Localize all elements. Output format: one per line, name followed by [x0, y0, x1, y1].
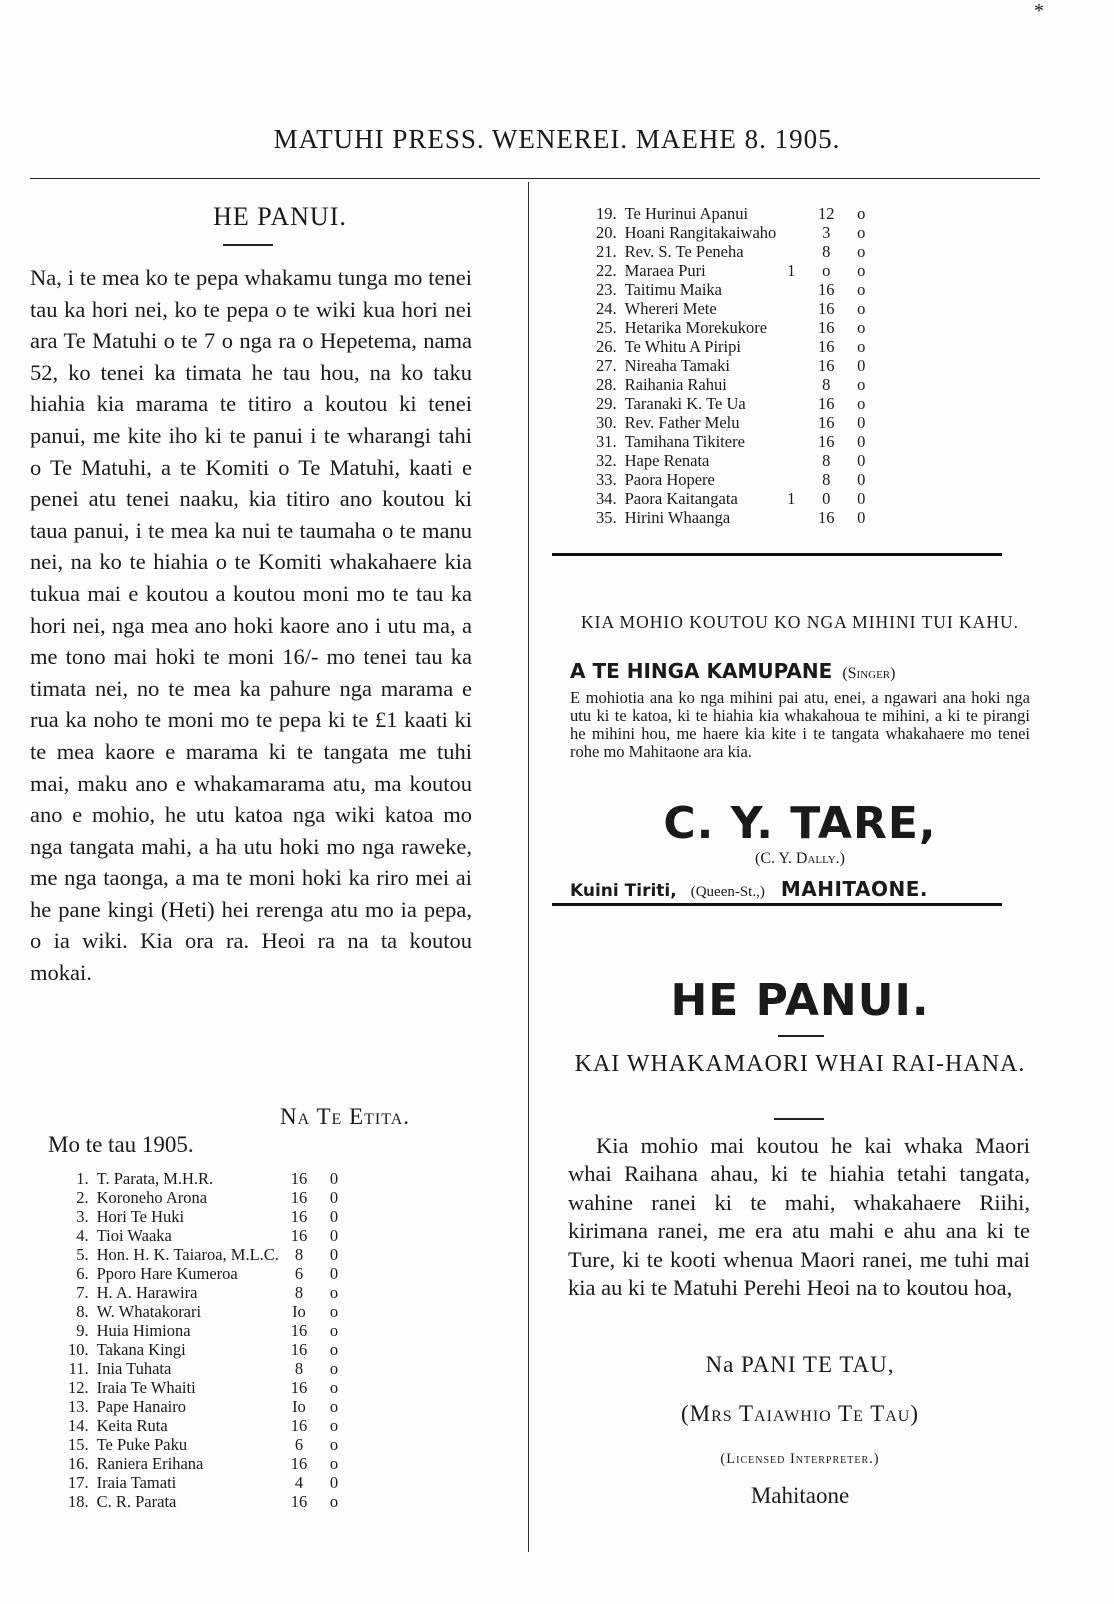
subscriber-row: [596, 375, 876, 394]
subscriber-shillings: 0: [822, 489, 831, 508]
subscriber-pounds: [776, 280, 806, 299]
interpreter-name-en: (Mrs Taiawhio Te Tau): [680, 1401, 920, 1426]
subscriber-pounds: [776, 299, 806, 318]
subscriber-number: 20.: [596, 223, 617, 242]
subscriber-number: 15.: [68, 1435, 89, 1454]
subscriber-shillings: 16: [818, 356, 835, 375]
subscriber-shillings: 12: [818, 204, 835, 223]
subscriber-number: 10.: [68, 1340, 89, 1359]
subscriber-shillings: 16: [818, 299, 835, 318]
subscribers-table-left: [68, 1169, 349, 1511]
subscriber-name: Koroneho Arona: [96, 1188, 208, 1207]
page-mark: *: [1034, 0, 1044, 22]
subscriber-name: Hirini Whaanga: [624, 508, 731, 527]
left-notice-title: HE PANUI.: [213, 202, 347, 231]
subscriber-pence: o: [329, 1321, 339, 1340]
subscriber-shillings: 8: [294, 1283, 304, 1302]
subscriber-row: [596, 337, 876, 356]
subscriber-number: 18.: [68, 1492, 89, 1511]
subscriber-row: [68, 1454, 349, 1473]
subscriber-pence: 0: [329, 1226, 339, 1245]
title-rule: [778, 1035, 824, 1037]
subscriber-name: Pporo Hare Kumeroa: [96, 1264, 238, 1283]
subscriber-pence: 0: [857, 451, 866, 470]
subscriber-pounds: [776, 394, 806, 413]
subscriber-number: 13.: [68, 1397, 89, 1416]
subscriber-row: [68, 1188, 349, 1207]
subscriber-shillings: 3: [822, 223, 831, 242]
interpreter-notice-title: HE PANUI.: [670, 975, 930, 1026]
subscriber-number: 21.: [596, 242, 617, 261]
subscriber-name: Pape Hanairo: [96, 1397, 186, 1416]
interpreter-notice-subtitle: KAI WHAKAMAORI WHAI RAI-HANA.: [574, 1051, 1026, 1077]
company-name: A TE HINGA KAMUPANE: [570, 659, 833, 683]
interpreter-signature: Na PANI TE TAU,: [705, 1352, 895, 1377]
subscriber-name: Tamihana Tikitere: [624, 432, 745, 451]
subscriber-name: Nireaha Tamaki: [624, 356, 730, 375]
subscriber-pence: 0: [857, 356, 866, 375]
subscriber-name: Hon. H. K. Taiaroa, M.L.C.: [96, 1245, 279, 1264]
subtitle-rule: [774, 1118, 824, 1120]
subscriber-row: [68, 1397, 349, 1416]
subscriber-pounds: [776, 242, 806, 261]
subscriber-pence: 0: [329, 1473, 339, 1492]
subscriber-shillings: 8: [822, 470, 831, 489]
subscriber-name: Tioi Waaka: [96, 1226, 172, 1245]
subscriber-name: Te Puke Paku: [96, 1435, 188, 1454]
subscriber-pence: o: [329, 1283, 339, 1302]
subscriber-row: [68, 1302, 349, 1321]
sewing-machine-headline: KIA MOHIO KOUTOU KO NGA MIHINI TUI KAHU.: [581, 612, 1019, 632]
subscriber-row: [596, 299, 876, 318]
subscriber-pence: 0: [857, 432, 866, 451]
subscriber-name: Takana Kingi: [96, 1340, 186, 1359]
subscriber-name: W. Whatakorari: [96, 1302, 202, 1321]
subscriber-number: 17.: [68, 1473, 89, 1492]
subscriber-pence: o: [857, 337, 866, 356]
subscriber-pence: o: [857, 394, 866, 413]
subscriber-row: [68, 1378, 349, 1397]
subscriber-pence: 0: [329, 1207, 339, 1226]
subscriber-name: Hape Renata: [624, 451, 710, 470]
subscriber-number: 9.: [76, 1321, 89, 1340]
subscriber-pence: 0: [857, 413, 866, 432]
subscriber-shillings: 16: [818, 394, 835, 413]
subscriber-number: 35.: [596, 508, 617, 527]
subscriber-name: Keita Ruta: [96, 1416, 168, 1435]
subscriber-shillings: 8: [294, 1359, 304, 1378]
interpreter-notice-body: Kia mohio mai koutou he kai whaka Maori whai Raihana ahau, ki te hiahia tetahi tangata, wahine ranei ki te mahi, whakahaere Riihi, kirimana ranei, me era atu mahi e ahu ana ki te Ture, ki te kooti whenua Maori ranei, me tuhi mai kia au ki te Matuhi Perehi Heoi na to koutou hoa,: [568, 1133, 1030, 1301]
subscriber-row: [596, 432, 876, 451]
subscriber-name: Iraia Te Whaiti: [96, 1378, 196, 1397]
subscriber-pounds: [776, 413, 806, 432]
subscriber-row: [68, 1169, 349, 1188]
subscriber-number: 8.: [76, 1302, 89, 1321]
page-header: MATUHI PRESS. WENEREI. MAEHE 8. 1905.: [273, 124, 841, 154]
subscriber-row: [68, 1207, 349, 1226]
subscriber-name: Te Hurinui Apanui: [624, 204, 749, 223]
agent-name-en: (C. Y. Dally.): [754, 850, 845, 867]
subscriber-shillings: 8: [294, 1245, 304, 1264]
subscriber-shillings: 16: [290, 1340, 308, 1359]
subscriber-shillings: 16: [290, 1226, 308, 1245]
subscriber-number: 7.: [76, 1283, 89, 1302]
subscriber-name: Huia Himiona: [96, 1321, 191, 1340]
subscriber-number: 30.: [596, 413, 617, 432]
subscriber-number: 14.: [68, 1416, 89, 1435]
subscriber-name: Taranaki K. Te Ua: [624, 394, 746, 413]
subscriber-name: Paora Hopere: [624, 470, 715, 489]
subscriber-number: 5.: [76, 1245, 89, 1264]
subscriber-pounds: 1: [787, 489, 796, 508]
town-name: MAHITAONE.: [780, 877, 928, 901]
column-divider: [528, 182, 529, 1552]
subscriber-name: Taitimu Maika: [624, 280, 722, 299]
subscriber-pence: 0: [329, 1169, 339, 1188]
subscriber-shillings: o: [822, 261, 831, 280]
subscriber-pence: o: [857, 223, 866, 242]
subscriber-name: Whereri Mete: [624, 299, 717, 318]
subscriber-number: 25.: [596, 318, 617, 337]
subscriber-row: [68, 1245, 349, 1264]
sewing-machine-body: E mohiotia ana ko nga mihini pai atu, enei, a ngawari ana hoki nga utu ki te katoa, ki te hiahia kia whakahoua te mihini, a ki te pirangi he mihini hou, me haere kia kite i te tangata whakahaere mo tenei rohe mo Mahitaone ara kia.: [570, 688, 1030, 761]
subscriber-row: [596, 394, 876, 413]
left-notice-paragraph: Na, i te mea ko te pepa whakamu tunga mo tenei tau ka hori nei, ko te pepa o te wiki kua hori nei ara Te Matuhi o te 7 o nga ra o Hepetema, nama 52, ko tenei ka timata he tau hou, na ko taku hiahia kia marama te titiro a koutou ki tenei panui, me kite iho ki te panui i te wharangi tahi o Te Matuhi, a te Komiti o Te Matuhi, kaati e penei atu tenei naaku, kia titiro ano koutou ki taua panui, i te mea ka nui te taumaha o te manu nei, na ko te hiahia o te Komiti whakahaere kia tukua mai e koutou a koutou moni mo te tau ka hori nei, nga mea ano hoki kaore ano i utu ma, a me tono mai hoki te moni 16/- mo tenei tau ka timata nei, no te mea ka pahure nga marama e rua ka noho te moni mo te pepa ki te £1 kaati ki te mea kaore e marama ki te tangata me tuhi mai, maku ano e whakamarama atu, ma koutou ano e mohio, he utu katoa nga wiki katoa mo nga tangata mahi, a ha utu hoki mo nga raweke, me nga taonga, a ma te moni hoki ka riro mei ai he pane kingi (Heti) hei rerenga atu mo ia pepa, o ia wiki. Kia ora ra. Heoi ra na ta koutou mokai.: [30, 265, 472, 986]
subscriber-number: 6.: [76, 1264, 89, 1283]
subscriber-pence: 0: [857, 508, 866, 527]
title-rule: [223, 244, 273, 246]
editor-signature: Na Te Etita.: [280, 1104, 411, 1129]
subscriber-pence: o: [329, 1454, 339, 1473]
subscriber-number: 4.: [76, 1226, 89, 1245]
subscriber-name: Maraea Puri: [624, 261, 706, 280]
subscriber-row: [596, 489, 876, 508]
subscriber-shillings: 8: [822, 451, 831, 470]
subscriber-shillings: 8: [822, 242, 831, 261]
left-notice-body: [30, 262, 472, 989]
subscribers-table-right: [596, 204, 876, 527]
subscriber-pence: o: [329, 1378, 339, 1397]
subscriber-pounds: [776, 451, 806, 470]
subscriber-number: 12.: [68, 1378, 89, 1397]
subscriber-name: Hetarika Morekukore: [624, 318, 768, 337]
subscriber-number: 24.: [596, 299, 617, 318]
subscriber-number: 3.: [76, 1207, 89, 1226]
subscriber-pence: o: [329, 1416, 339, 1435]
subscriber-shillings: 6: [294, 1435, 304, 1454]
subscriber-shillings: Io: [292, 1302, 306, 1321]
agent-address: [570, 877, 1030, 901]
subscriber-pence: o: [329, 1302, 339, 1321]
subscriber-row: [596, 356, 876, 375]
subscriber-shillings: 16: [290, 1416, 308, 1435]
subscriber-number: 32.: [596, 451, 617, 470]
subscriber-shillings: 16: [290, 1169, 308, 1188]
subscriber-name: Iraia Tamati: [96, 1473, 177, 1492]
subscriber-pence: 0: [857, 489, 866, 508]
subscriber-shillings: 16: [818, 280, 835, 299]
section-rule: [552, 903, 1002, 906]
subscriber-shillings: 16: [818, 318, 835, 337]
subscriber-pence: o: [857, 375, 866, 394]
subscriber-row: [596, 261, 876, 280]
interpreter-place: Mahitaone: [750, 1483, 850, 1508]
subscriber-number: 34.: [596, 489, 617, 508]
subscriber-pounds: [776, 375, 806, 394]
subscriber-name: Raihania Rahui: [624, 375, 727, 394]
year-heading: Mo te tau 1905.: [48, 1132, 194, 1157]
subscriber-row: [596, 470, 876, 489]
subscriber-name: Raniera Erihana: [96, 1454, 204, 1473]
subscriber-pence: o: [857, 261, 866, 280]
subscriber-shillings: 4: [294, 1473, 304, 1492]
subscriber-pence: 0: [329, 1188, 339, 1207]
subscriber-pence: o: [857, 280, 866, 299]
subscriber-pence: o: [857, 242, 866, 261]
subscriber-shillings: 16: [818, 432, 835, 451]
subscriber-row: [596, 204, 876, 223]
subscriber-shillings: 16: [290, 1492, 308, 1511]
subscriber-pence: o: [329, 1435, 339, 1454]
subscriber-pence: 0: [329, 1245, 339, 1264]
subscriber-number: 1.: [76, 1169, 89, 1188]
section-rule: [552, 553, 1002, 556]
subscriber-pounds: [776, 356, 806, 375]
subscriber-pence: o: [857, 204, 866, 223]
subscriber-number: 33.: [596, 470, 617, 489]
subscriber-row: [68, 1226, 349, 1245]
subscriber-pounds: [776, 204, 806, 223]
header-rule: [30, 178, 1040, 179]
subscriber-pence: o: [329, 1340, 339, 1359]
subscriber-number: 26.: [596, 337, 617, 356]
subscriber-name: Rev. S. Te Peneha: [624, 242, 744, 261]
subscriber-shillings: 16: [818, 508, 835, 527]
street-name-en: (Queen-St.,): [690, 884, 765, 900]
subscriber-shillings: 16: [818, 337, 835, 356]
subscriber-pence: o: [857, 299, 866, 318]
subscriber-row: [596, 242, 876, 261]
subscriber-row: [68, 1359, 349, 1378]
subscriber-row: [596, 413, 876, 432]
subscriber-number: 16.: [68, 1454, 89, 1473]
subscriber-name: T. Parata, M.H.R.: [96, 1169, 214, 1188]
subscriber-shillings: 16: [290, 1321, 308, 1340]
subscriber-pence: o: [329, 1397, 339, 1416]
agent-name: C. Y. TARE,: [663, 798, 937, 849]
subscriber-number: 11.: [68, 1359, 89, 1378]
subscriber-number: 2.: [76, 1188, 89, 1207]
subscriber-shillings: 16: [290, 1188, 308, 1207]
subscriber-row: [68, 1435, 349, 1454]
subscriber-row: [68, 1340, 349, 1359]
subscriber-pounds: [776, 318, 806, 337]
subscriber-row: [68, 1321, 349, 1340]
subscriber-row: [596, 318, 876, 337]
subscriber-name: H. A. Harawira: [96, 1283, 198, 1302]
subscriber-name: Te Whitu A Piripi: [624, 337, 741, 356]
subscriber-shillings: 16: [290, 1454, 308, 1473]
company-name-en: (Singer): [842, 665, 896, 682]
subscriber-row: [596, 280, 876, 299]
subscriber-row: [596, 223, 876, 242]
subscriber-row: [596, 508, 876, 527]
subscriber-number: 28.: [596, 375, 617, 394]
subscriber-name: Hoani Rangitakaiwaho: [624, 223, 777, 242]
subscriber-number: 23.: [596, 280, 617, 299]
subscriber-row: [68, 1416, 349, 1435]
subscriber-number: 27.: [596, 356, 617, 375]
subscriber-pounds: [776, 508, 806, 527]
subscriber-name: Inia Tuhata: [96, 1359, 172, 1378]
subscriber-pounds: [776, 223, 806, 242]
company-line: [570, 659, 1030, 683]
subscriber-number: 29.: [596, 394, 617, 413]
subscriber-shillings: 6: [294, 1264, 304, 1283]
subscriber-number: 22.: [596, 261, 617, 280]
subscriber-pence: 0: [857, 470, 866, 489]
subscriber-name: Paora Kaitangata: [624, 489, 738, 508]
subscriber-pence: o: [857, 318, 866, 337]
subscriber-pence: o: [329, 1359, 339, 1378]
subscriber-shillings: 16: [818, 413, 835, 432]
subscriber-shillings: 16: [290, 1378, 308, 1397]
subscriber-pounds: 1: [787, 261, 796, 280]
subscriber-row: [68, 1473, 349, 1492]
subscriber-row: [596, 451, 876, 470]
subscriber-pounds: [776, 337, 806, 356]
subscriber-name: Rev. Father Melu: [624, 413, 740, 432]
subscriber-number: 19.: [596, 204, 617, 223]
interpreter-role: (Licensed Interpreter.): [720, 1451, 880, 1467]
street-name: Kuini Tiriti,: [570, 881, 677, 901]
subscriber-row: [68, 1264, 349, 1283]
subscriber-row: [68, 1283, 349, 1302]
subscriber-name: Hori Te Huki: [96, 1207, 185, 1226]
subscriber-pence: 0: [329, 1264, 339, 1283]
subscriber-name: C. R. Parata: [96, 1492, 177, 1511]
subscriber-pounds: [776, 470, 806, 489]
subscriber-row: [68, 1492, 349, 1511]
subscriber-pence: o: [329, 1492, 339, 1511]
subscriber-shillings: 8: [822, 375, 831, 394]
subscriber-shillings: Io: [292, 1397, 306, 1416]
subscriber-number: 31.: [596, 432, 617, 451]
subscriber-shillings: 16: [290, 1207, 308, 1226]
subscriber-pounds: [776, 432, 806, 451]
